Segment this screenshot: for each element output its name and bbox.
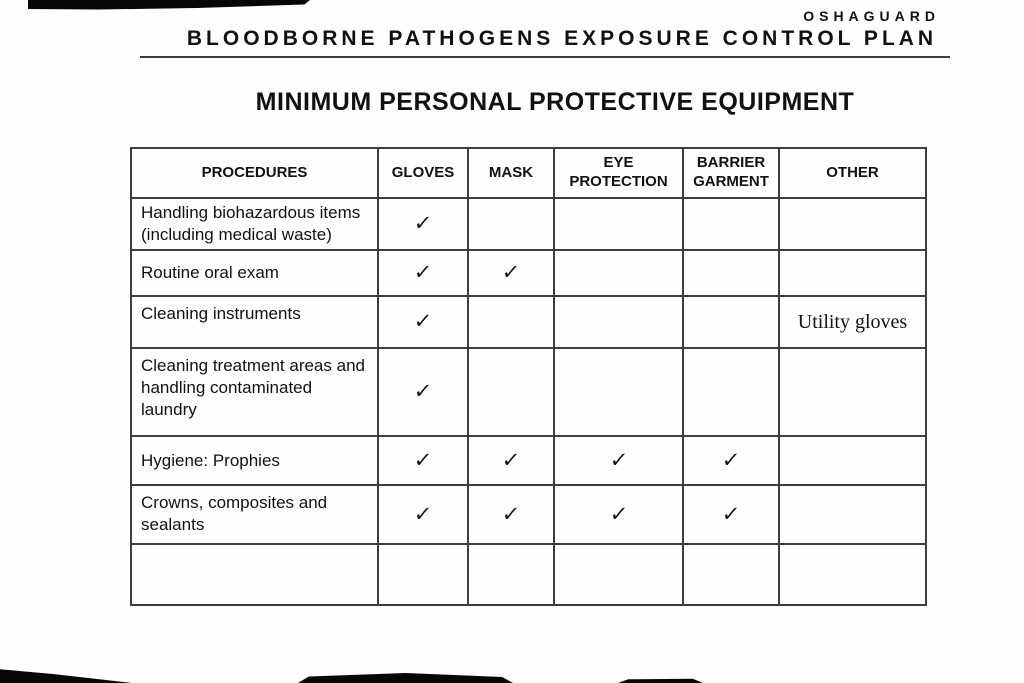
procedure-cell: Routine oral exam	[131, 250, 378, 296]
checkmark-glyph: ✓	[412, 260, 434, 285]
other-cell	[779, 436, 926, 485]
other-cell	[779, 250, 926, 296]
scan-artifact-top-left	[28, 0, 310, 10]
column-header-mask: MASK	[468, 148, 554, 198]
barrier-garment-cell	[683, 198, 779, 250]
barrier-garment-cell	[683, 436, 779, 485]
table-header	[131, 148, 926, 198]
mask-cell	[468, 485, 554, 544]
table-row	[131, 436, 926, 485]
eye-protection-cell	[554, 296, 683, 348]
table-row	[131, 485, 926, 544]
scan-artifact-bottom-center	[298, 673, 513, 683]
eye-protection-cell	[554, 250, 683, 296]
gloves-cell	[378, 348, 468, 436]
eye-protection-cell	[554, 485, 683, 544]
gloves-cell	[378, 296, 468, 348]
column-header-procedures: PROCEDURES	[131, 148, 378, 198]
table-row	[131, 198, 926, 250]
ppe-table	[130, 147, 927, 606]
checkmark-glyph: ✓	[412, 309, 434, 334]
gloves-cell	[378, 250, 468, 296]
checkmark-glyph: ✓	[412, 501, 434, 526]
table-row	[131, 296, 926, 348]
barrier-garment-cell	[683, 250, 779, 296]
barrier-garment-cell	[683, 544, 779, 605]
scan-artifact-bottom-right	[618, 678, 703, 683]
checkmark-glyph: ✓	[720, 447, 742, 472]
checkmark-glyph: ✓	[412, 379, 434, 404]
checkmark-glyph: ✓	[500, 447, 522, 472]
checkmark-glyph: ✓	[412, 211, 434, 236]
mask-cell	[468, 544, 554, 605]
document-title: BLOODBORNE PATHOGENS EXPOSURE CONTROL PLAN	[186, 27, 938, 50]
gloves-cell	[378, 544, 468, 605]
column-header-gloves: GLOVES	[378, 148, 468, 198]
table-body	[131, 198, 926, 605]
other-cell	[779, 348, 926, 436]
column-header-barrier-garment: BARRIER GARMENT	[683, 148, 779, 198]
checkmark-glyph: ✓	[608, 447, 629, 472]
eye-protection-cell	[554, 544, 683, 605]
column-header-eye-protection: EYE PROTECTION	[554, 148, 683, 198]
barrier-garment-cell	[683, 485, 779, 544]
procedure-cell: Hygiene: Prophies	[131, 436, 378, 485]
procedure-cell: Cleaning treatment areas and handling contaminated laundry	[131, 348, 378, 436]
column-header-other: OTHER	[779, 148, 926, 198]
table-row	[131, 348, 926, 436]
eye-protection-cell	[554, 198, 683, 250]
other-text: Utility gloves	[797, 310, 908, 333]
procedure-cell	[131, 544, 378, 605]
other-cell	[779, 485, 926, 544]
barrier-garment-cell	[683, 296, 779, 348]
checkmark-glyph: ✓	[500, 260, 522, 285]
checkmark-glyph: ✓	[720, 501, 742, 526]
checkmark-glyph: ✓	[412, 447, 434, 472]
scan-artifact-bottom-left	[0, 668, 132, 683]
mask-cell	[468, 296, 554, 348]
other-cell	[779, 296, 926, 348]
header-divider	[140, 56, 950, 58]
mask-cell	[468, 250, 554, 296]
gloves-cell	[378, 436, 468, 485]
mask-cell	[468, 198, 554, 250]
header-row	[131, 148, 926, 198]
eye-protection-cell	[554, 348, 683, 436]
procedure-cell: Cleaning instruments	[131, 296, 378, 348]
other-cell	[779, 198, 926, 250]
eye-protection-cell	[554, 436, 683, 485]
table-row	[131, 544, 926, 605]
other-cell	[779, 544, 926, 605]
barrier-garment-cell	[683, 348, 779, 436]
mask-cell	[468, 436, 554, 485]
section-title: MINIMUM PERSONAL PROTECTIVE EQUIPMENT	[255, 88, 855, 116]
table-row	[131, 250, 926, 296]
checkmark-glyph: ✓	[608, 501, 629, 526]
gloves-cell	[378, 485, 468, 544]
gloves-cell	[378, 198, 468, 250]
procedure-cell: Handling biohazardous items (including medical waste)	[131, 198, 378, 250]
mask-cell	[468, 348, 554, 436]
brand-name: OSHAGUARD	[803, 8, 940, 24]
checkmark-glyph: ✓	[500, 501, 522, 526]
procedure-cell: Crowns, composites and sealants	[131, 485, 378, 544]
